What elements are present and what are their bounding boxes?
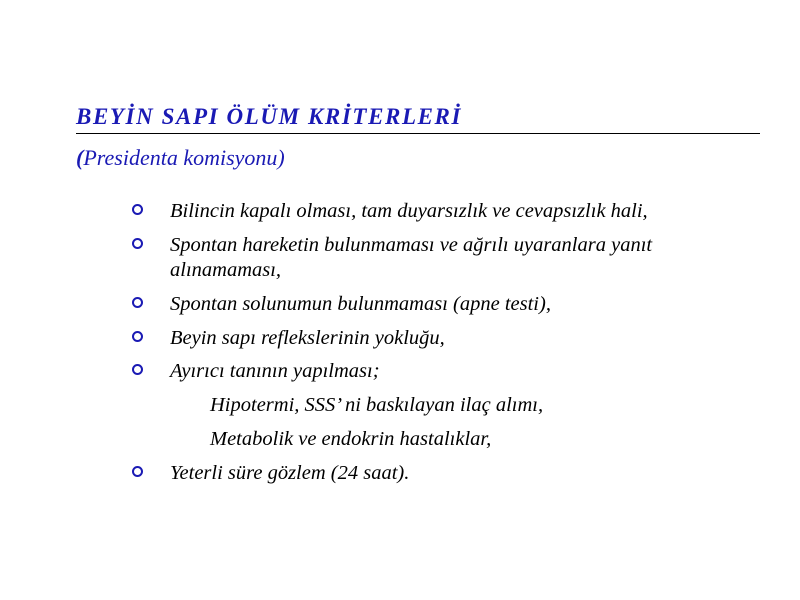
subtitle-open-paren: ( (76, 145, 84, 170)
list-item-text: Spontan solunumun bulunmaması (apne testi), (170, 293, 551, 315)
list-item-text: Ayırıcı tanının yapılması; (170, 360, 380, 382)
list-item-text: Bilincin kapalı olması, tam duyarsızlık ve cevapsızlık hali, (170, 200, 648, 222)
list-item-text: Spontan hareketin bulunmaması ve ağrılı uyaranlara yanıt alınamaması, (170, 234, 653, 281)
list-item-text: Yeterli süre gözlem (24 saat). (170, 462, 410, 484)
circle-bullet-icon (132, 297, 143, 308)
circle-bullet-icon (132, 331, 143, 342)
subtitle-text: Presidenta komisyonu) (83, 145, 285, 170)
circle-bullet-icon (132, 364, 143, 375)
circle-bullet-icon (132, 204, 143, 215)
circle-bullet-icon (132, 466, 143, 477)
list-item-text: Beyin sapı reflekslerinin yokluğu, (170, 327, 445, 349)
circle-bullet-icon (132, 238, 143, 249)
slide-title: BEYİN SAPI ÖLÜM KRİTERLERİ (76, 104, 463, 129)
sub-item-text: Metabolik ve endokrin hastalıklar, (210, 428, 492, 450)
sub-item-text: Hipotermi, SSS’ ni baskılayan ilaç alımı, (210, 394, 544, 416)
